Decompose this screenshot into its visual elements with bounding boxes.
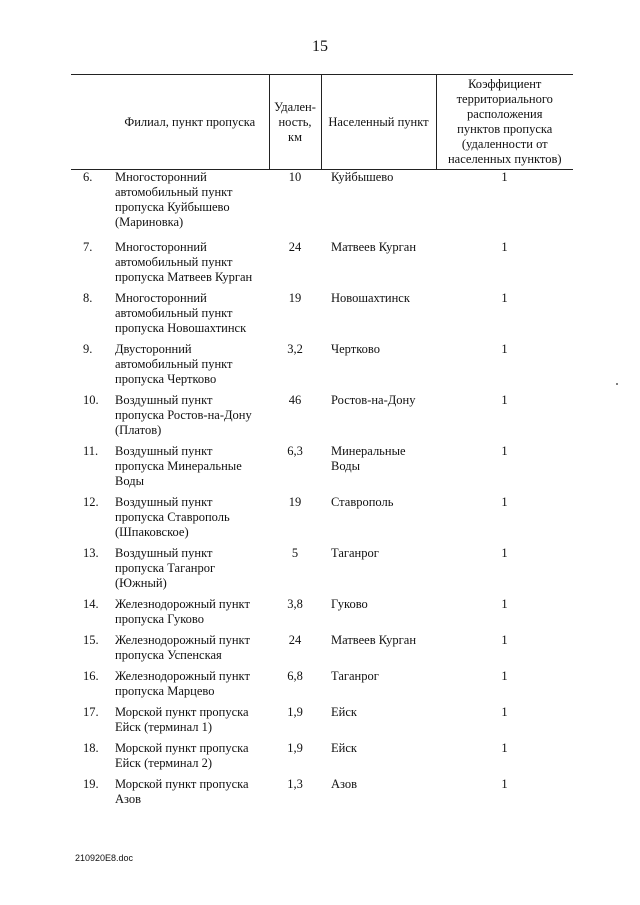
settlement-name: Новошахтинск <box>331 290 410 305</box>
settlement-name: Ставрополь <box>331 494 394 509</box>
distance-value: 24 <box>288 632 302 647</box>
coefficient-value: 1 <box>501 545 508 560</box>
settlement-name: Азов <box>331 776 358 791</box>
distance-value: 1,9 <box>287 704 303 719</box>
checkpoint-name: Воздушный пункт пропуска Минеральные Воды <box>115 443 242 488</box>
coefficient-value: 1 <box>501 668 508 683</box>
coefficient-value: 1 <box>501 341 508 356</box>
distance-value: 3,2 <box>287 341 303 356</box>
table-row <box>71 633 573 669</box>
distance-value: 6,8 <box>287 668 303 683</box>
distance-value: 1,9 <box>287 740 303 755</box>
settlement-name: Ейск <box>331 740 357 755</box>
coefficient-value: 1 <box>501 776 508 791</box>
table-row <box>71 669 573 705</box>
checkpoint-name: Железнодорожный пункт пропуска Успенская <box>115 632 250 662</box>
table-row <box>71 444 573 495</box>
row-number: 13. <box>83 545 99 560</box>
settlement-name: Таганрог <box>331 545 379 560</box>
distance-value: 10 <box>288 170 302 184</box>
coefficient-value: 1 <box>501 392 508 407</box>
checkpoint-name: Многосторонний автомобильный пункт пропуска Новошахтинск <box>115 290 247 335</box>
row-number: 9. <box>83 341 93 356</box>
checkpoint-name: Воздушный пункт пропуска Ставрополь (Шпаковское) <box>115 494 230 539</box>
row-number: 19. <box>83 776 99 791</box>
distance-value: 3,8 <box>287 596 303 611</box>
table-row <box>71 546 573 597</box>
row-number: 16. <box>83 668 99 683</box>
checkpoint-name: Морской пункт пропуска Азов <box>115 776 249 806</box>
coefficient-value: 1 <box>501 494 508 509</box>
checkpoint-name: Двусторонний автомобильный пункт пропуска Чертково <box>115 341 233 386</box>
row-number: 17. <box>83 704 99 719</box>
settlement-name: Чертково <box>331 341 380 356</box>
row-number: 7. <box>83 239 93 254</box>
row-number: 15. <box>83 632 99 647</box>
checkpoint-table <box>71 74 573 827</box>
row-number: 6. <box>83 170 93 184</box>
settlement-name: Матвеев Курган <box>331 632 417 647</box>
row-number: 18. <box>83 740 99 755</box>
checkpoint-name: Железнодорожный пункт пропуска Гуково <box>115 596 250 626</box>
checkpoint-name: Морской пункт пропуска Ейск (терминал 1) <box>115 704 249 734</box>
coefficient-value: 1 <box>501 632 508 647</box>
coefficient-value: 1 <box>501 290 508 305</box>
settlement-name: Таганрог <box>331 668 379 683</box>
distance-value: 24 <box>288 239 302 254</box>
row-number: 11. <box>83 443 99 458</box>
row-number: 14. <box>83 596 99 611</box>
header-settlement: Населенный пункт <box>321 75 436 170</box>
table-body <box>71 170 573 827</box>
table-row <box>71 240 573 291</box>
coefficient-value: 1 <box>501 239 508 254</box>
coefficient-value: 1 <box>501 170 508 184</box>
distance-value: 1,3 <box>287 776 303 791</box>
coefficient-value: 1 <box>501 740 508 755</box>
header-distance: Удален- ность, км <box>269 75 321 170</box>
distance-value: 6,3 <box>287 443 303 458</box>
header-number <box>71 75 111 170</box>
settlement-name: Матвеев Курган <box>331 239 417 254</box>
settlement-name: Минеральные Воды <box>331 443 406 473</box>
row-number: 10. <box>83 392 99 407</box>
table-row <box>71 291 573 342</box>
coefficient-value: 1 <box>501 443 508 458</box>
page-number: 15 <box>312 38 328 55</box>
header-coefficient: Коэффициент территориального расположения пунктов пропуска (удаленности от населенных пунктов) <box>436 75 573 170</box>
checkpoint-name: Железнодорожный пункт пропуска Марцево <box>115 668 250 698</box>
table-row <box>71 777 573 827</box>
table-row <box>71 393 573 444</box>
distance-value: 46 <box>288 392 302 407</box>
checkpoint-name: Воздушный пункт пропуска Таганрог (Южный) <box>115 545 216 590</box>
footer-filename: 210920E8.doc <box>75 853 134 863</box>
settlement-name: Ростов-на-Дону <box>331 392 416 407</box>
coefficient-value: 1 <box>501 596 508 611</box>
settlement-name: Гуково <box>331 596 368 611</box>
table-header-row <box>71 75 573 170</box>
coefficient-value: 1 <box>501 704 508 719</box>
settlement-name: Ейск <box>331 704 357 719</box>
table-row <box>71 597 573 633</box>
distance-value: 19 <box>288 494 302 509</box>
checkpoint-name: Морской пункт пропуска Ейск (терминал 2) <box>115 740 249 770</box>
row-number: 12. <box>83 494 99 509</box>
table-row <box>71 495 573 546</box>
header-branch: Филиал, пункт пропуска <box>111 75 269 170</box>
settlement-name: Куйбышево <box>331 170 394 184</box>
checkpoint-table-container <box>71 74 573 827</box>
table-row <box>71 705 573 741</box>
table-row <box>71 342 573 393</box>
row-number: 8. <box>83 290 93 305</box>
table-row <box>71 741 573 777</box>
table-row <box>71 170 573 240</box>
distance-value: 5 <box>291 545 299 560</box>
margin-mark <box>616 383 618 385</box>
distance-value: 19 <box>288 290 302 305</box>
checkpoint-name: Многосторонний автомобильный пункт пропуска Матвеев Курган <box>115 239 253 284</box>
checkpoint-name: Воздушный пункт пропуска Ростов-на-Дону (Платов) <box>115 392 252 437</box>
checkpoint-name: Многосторонний автомобильный пункт пропуска Куйбышево (Мариновка) <box>115 170 233 229</box>
